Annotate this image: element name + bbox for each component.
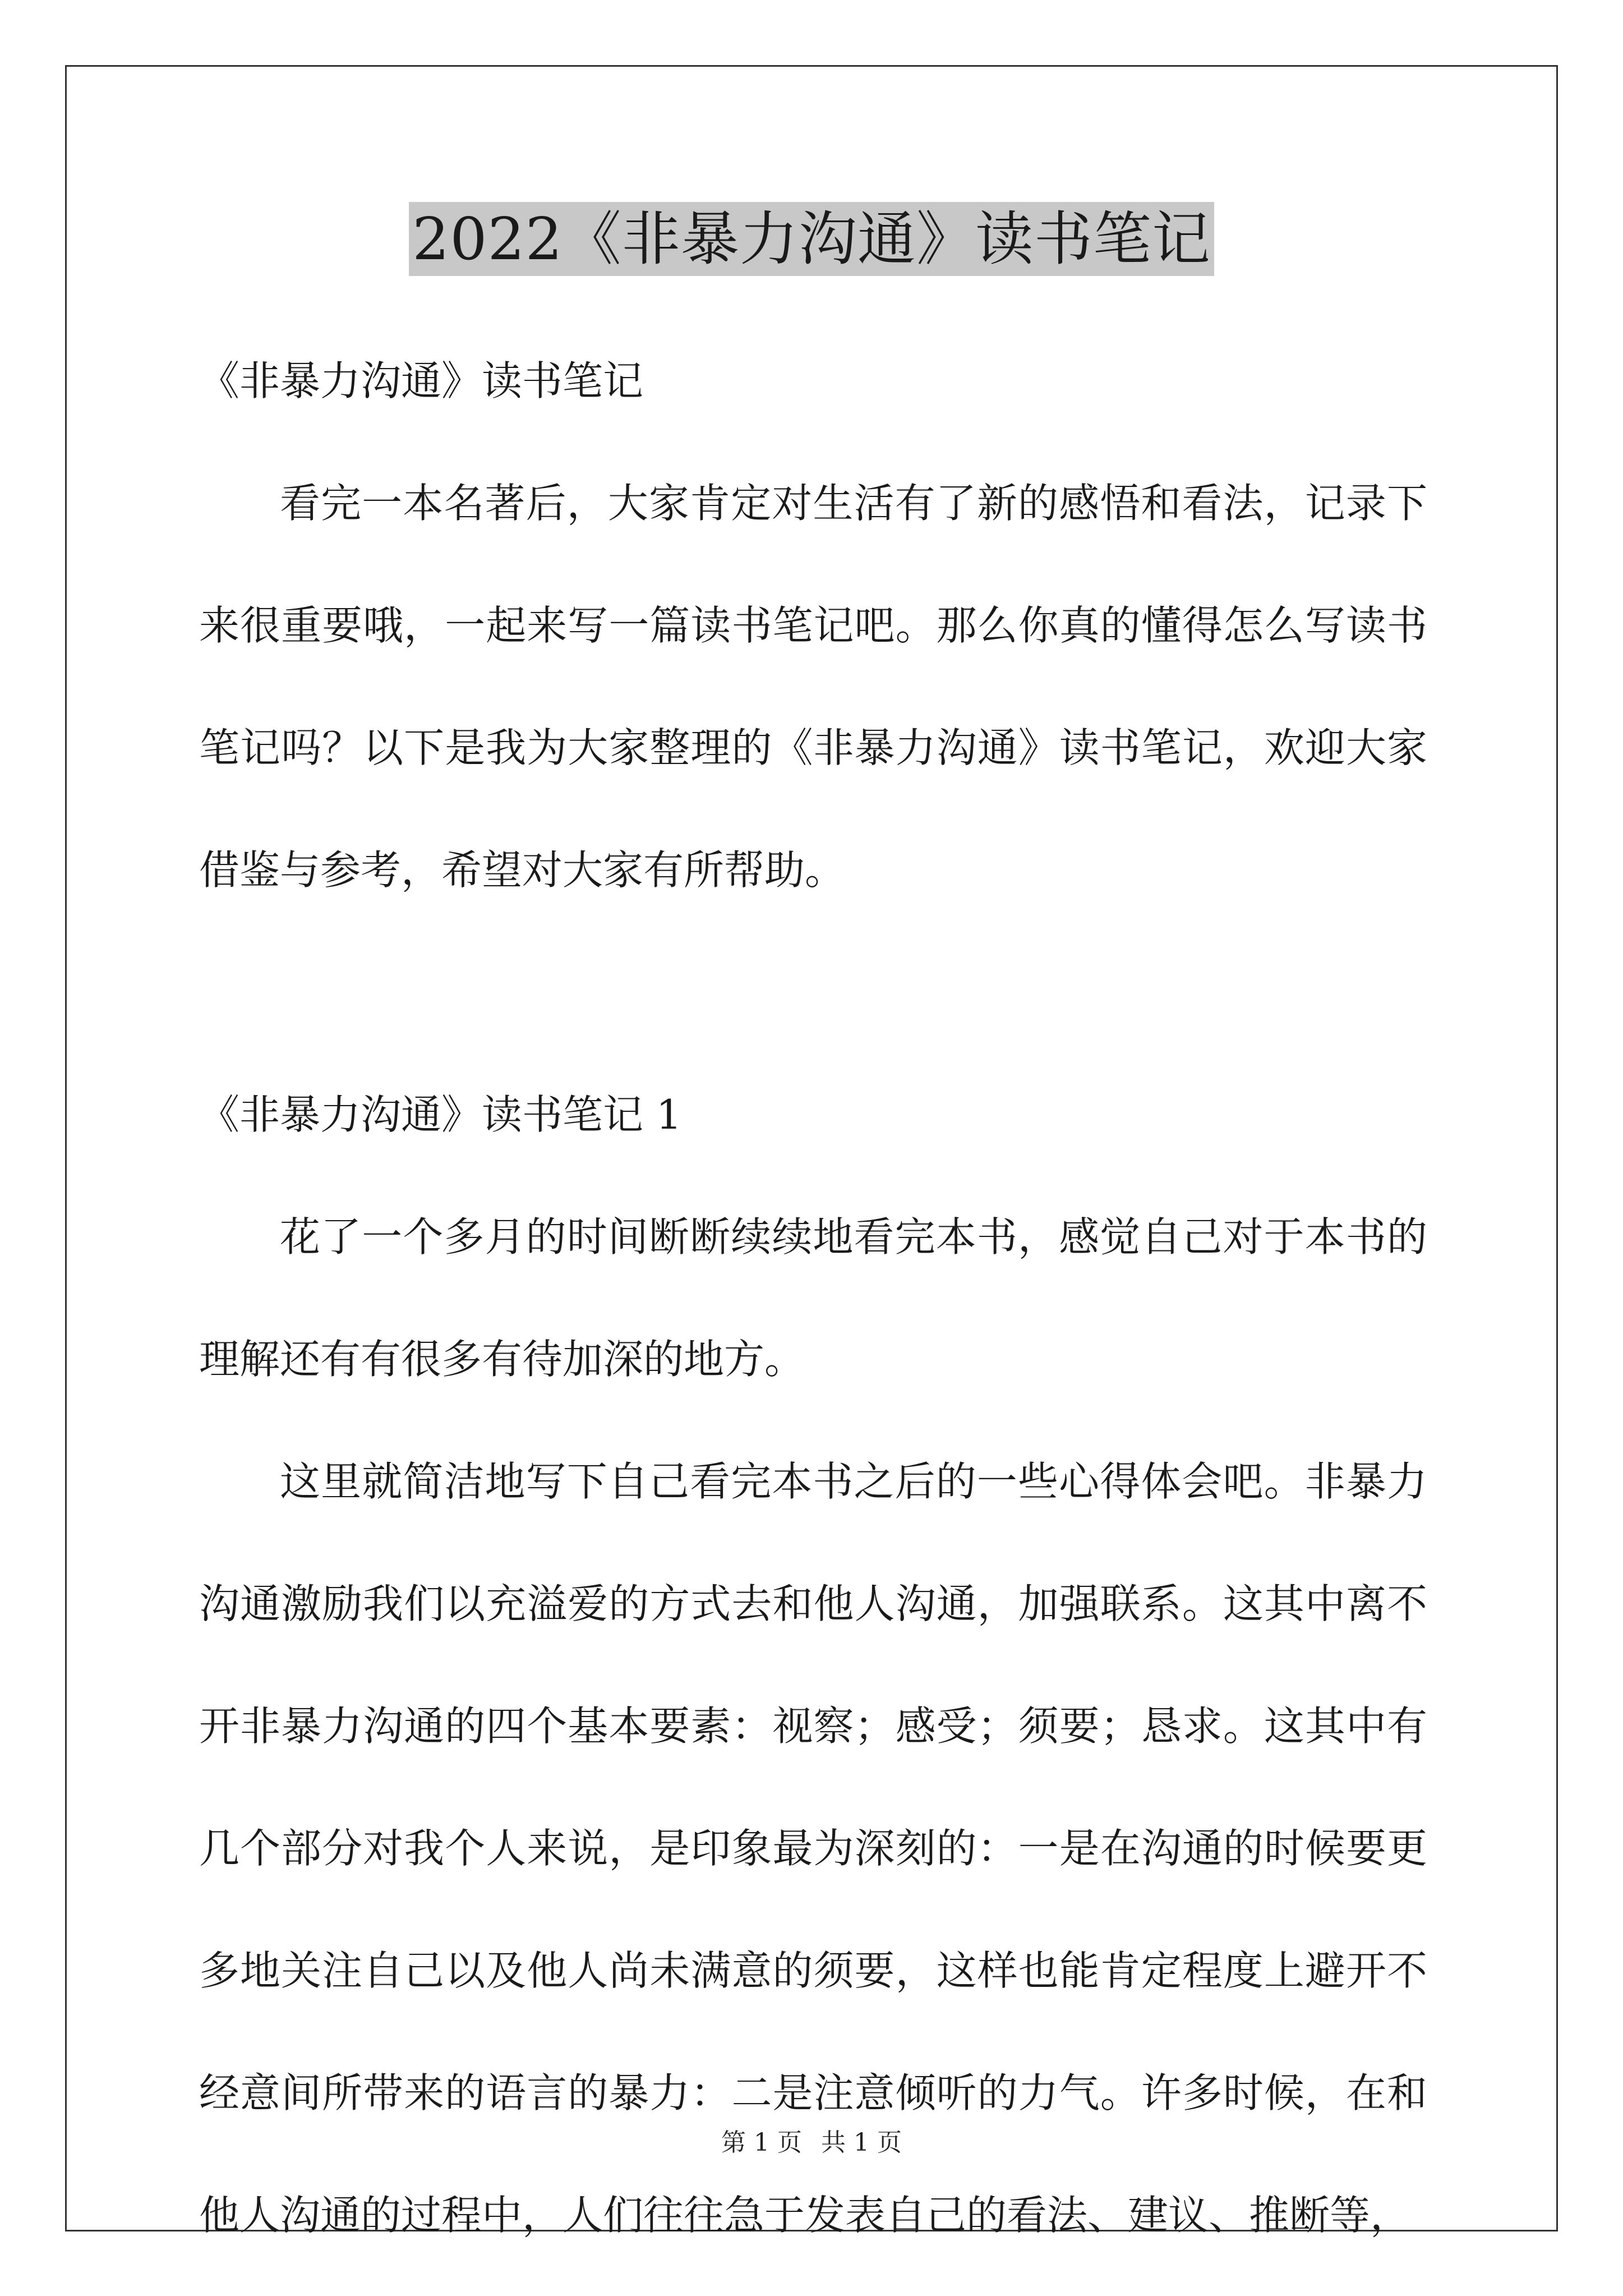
page-footer [0,2126,1623,2160]
document-subtitle: 《非暴力沟通》读书笔记 [199,357,644,404]
page-number-total: 共 1 页 [821,2128,902,2157]
document-title: 2022《非暴力沟通》读书笔记 [409,202,1214,276]
section-spacer [199,931,1427,1053]
section1-paragraph-1: 花了一个多月的时间断断续续地看完本书，感觉自己对于本书的理解还有有很多有待加深的地方。 [199,1213,1427,1383]
section1-heading: 《非暴力沟通》读书笔记 1 [199,1091,682,1138]
intro-paragraph: 看完一本名著后，大家肯定对生活有了新的感悟和看法，记录下来很重要哦，一起来写一篇读书笔记吧。那么你真的懂得怎么写读书笔记吗？以下是我为大家整理的《非暴力沟通》读书笔记，欢迎大家借鉴与参考，希望对大家有所帮助。 [199,480,1427,894]
document-body [199,320,1427,2276]
section1-paragraph-2: 这里就简洁地写下自己看完本书之后的一些心得体会吧。非暴力沟通激励我们以充溢爱的方式去和他人沟通，加强联系。这其中离不开非暴力沟通的四个基本要素：视察；感受；须要；恳求。这其中有几个部分对我个人来说，是印象最为深刻的：一是在沟通的时候要更多地关注自己以及他人尚未满意的须要，这样也能肯定程度上避开不经意间所带来的语言的暴力：二是注意倾听的力气。许多时候，在和他人沟通的过程中，人们往往急于发表自己的看法、建议、推断等， [199,1458,1427,2239]
title-container [0,202,1623,276]
page-number-current: 第 1 页 [721,2128,802,2157]
